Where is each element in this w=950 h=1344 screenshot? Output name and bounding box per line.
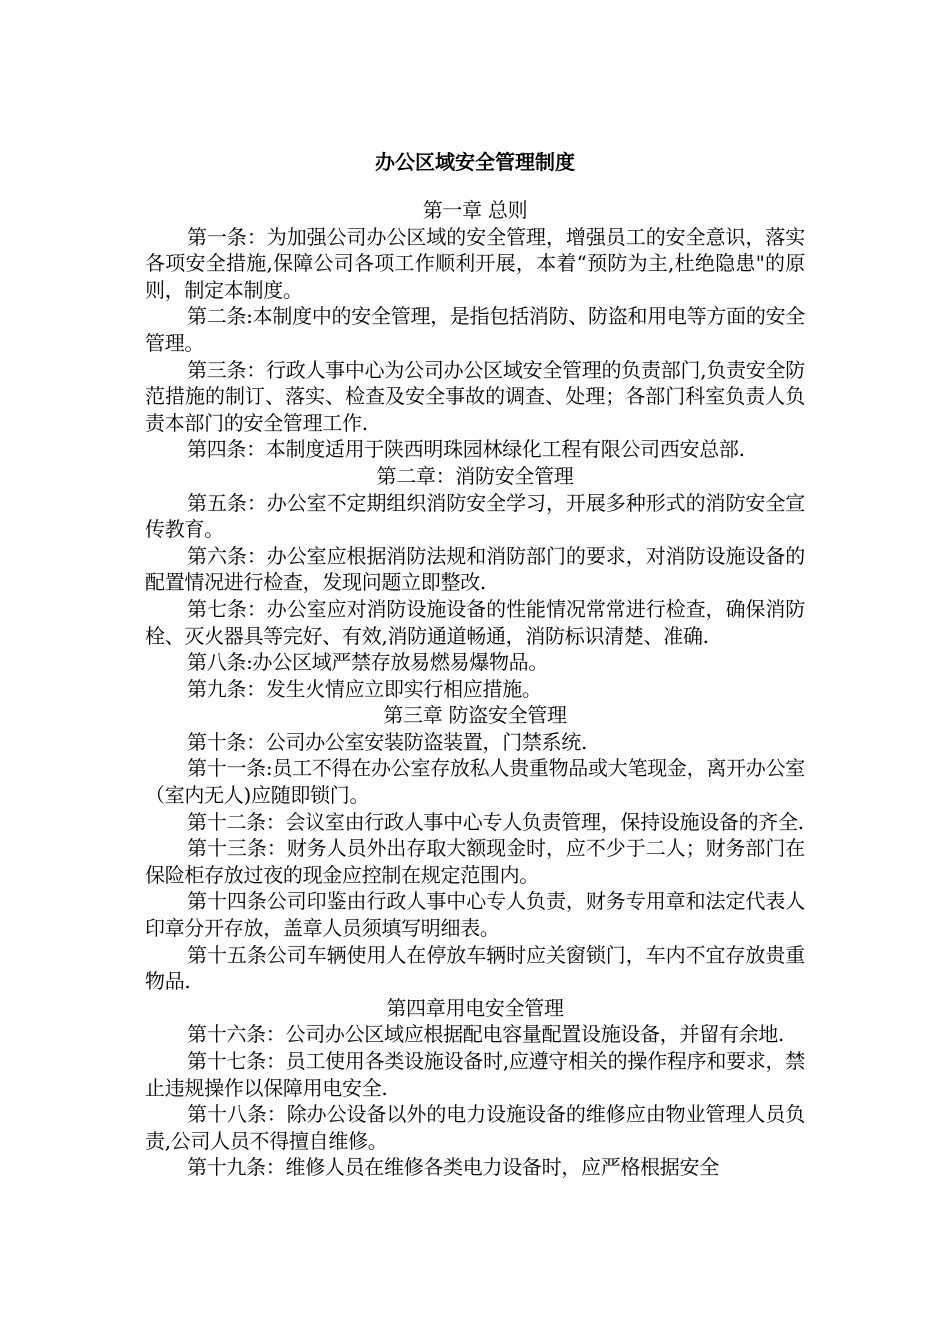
article-paragraph: 第三条：行政人事中心为公司办公区域安全管理的负责部门,负责安全防范措施的制订、落实、检查及安全事故的调查、处理；各部门科室负责人负责本部门的安全管理工作. <box>145 357 805 435</box>
article-paragraph: 第十二条：会议室由行政人事中心专人负责管理，保持设施设备的齐全. <box>187 809 804 834</box>
article-paragraph: 第九条：发生火情应立即实行相应措施。 <box>187 676 542 701</box>
article-paragraph: 第十一条:员工不得在办公室存放私人贵重物品或大笔现金，离开办公室（室内无人)应随即锁门。 <box>145 756 805 808</box>
document-title: 办公区域安全管理制度 <box>375 150 575 174</box>
document-body <box>145 197 805 1181</box>
chapter-heading: 第四章用电安全管理 <box>386 995 564 1020</box>
article-paragraph: 第十七条：员工使用各类设施设备时,应遵守相关的操作程序和要求，禁止违规操作以保障用电安全. <box>145 1049 805 1100</box>
article-paragraph: 第二条:本制度中的安全管理，是指包括消防、防盗和用电等方面的安全管理。 <box>145 304 805 355</box>
article-paragraph: 第一条：为加强公司办公区域的安全管理，增强员工的安全意识，落实各项安全措施,保障公司各项工作顺利开展，本着“预防为主,杜绝隐患"的原则，制定本制度。 <box>145 224 805 302</box>
article-paragraph: 第十六条：公司办公区域应根据配电容量配置设施设备，并留有余地. <box>187 1022 785 1047</box>
article-paragraph: 第八条:办公区域严禁存放易燃易爆物品。 <box>187 650 549 675</box>
article-paragraph: 第十八条：除办公设备以外的电力设施设备的维修应由物业管理人员负责,公司人员不得擅自维修。 <box>145 1102 805 1153</box>
article-paragraph: 第四条：本制度适用于陕西明珠园林绿化工程有限公司西安总部. <box>187 437 745 462</box>
article-paragraph: 第十九条：维修人员在维修各类电力设备时，应严格根据安全 <box>187 1155 719 1180</box>
chapter-heading: 第三章 防盗安全管理 <box>383 703 567 728</box>
chapter-heading: 第二章：消防安全管理 <box>376 463 574 488</box>
article-paragraph: 第十条：公司办公室安装防盗装置，门禁系统. <box>187 729 588 754</box>
article-paragraph: 第十三条：财务人员外出存取大额现金时，应不少于二人；财务部门在保险柜存放过夜的现金应控制在规定范围内。 <box>145 836 805 887</box>
article-paragraph: 第十四条公司印鉴由行政人事中心专人负责，财务专用章和法定代表人印章分开存放，盖章人员须填写明细表。 <box>145 889 805 941</box>
article-paragraph: 第五条：办公室不定期组织消防安全学习，开展多种形式的消防安全宣传教育。 <box>145 490 805 542</box>
chapter-heading: 第一章 总则 <box>422 198 528 222</box>
article-paragraph: 第七条：办公室应对消防设施设备的性能情况常常进行检查，确保消防栓、灭火器具等完好、有效,消防通道畅通，消防标识清楚、准确. <box>145 596 805 648</box>
article-paragraph: 第六条：办公室应根据消防法规和消防部门的要求，对消防设施设备的配置情况进行检查，发现问题立即整改. <box>145 543 805 595</box>
article-paragraph: 第十五条公司车辆使用人在停放车辆时应关窗锁门，车内不宜存放贵重物品. <box>145 942 805 994</box>
